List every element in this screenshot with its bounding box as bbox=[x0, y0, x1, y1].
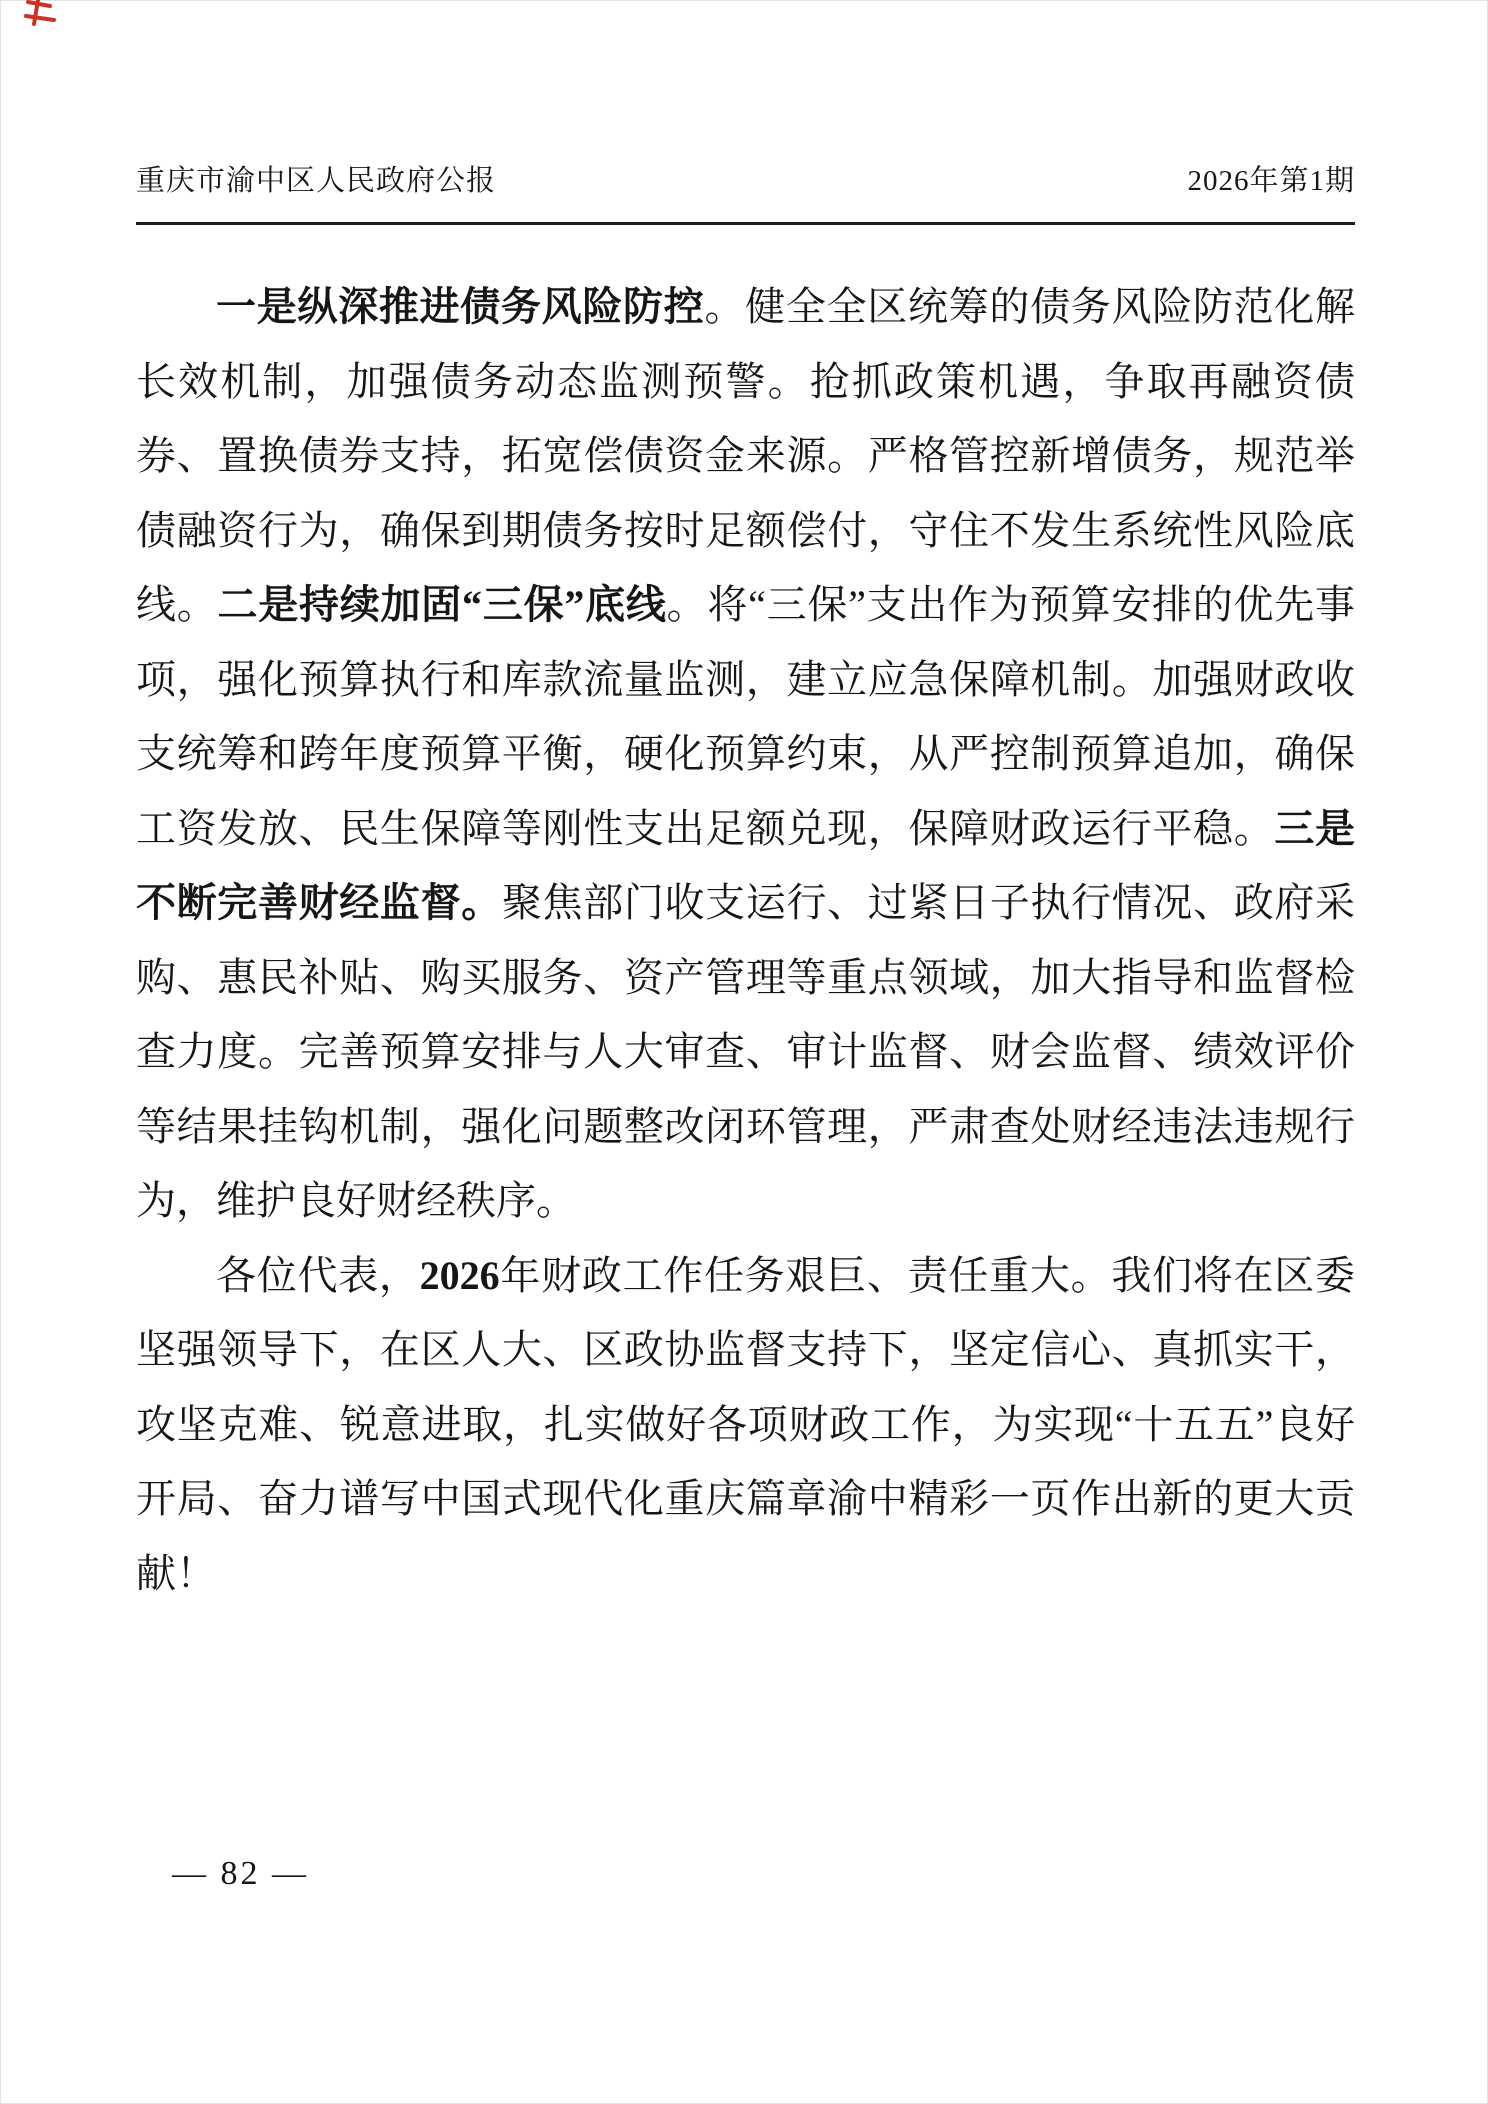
runin-heading-3: 三是不断完善财经监督。 bbox=[136, 805, 1355, 925]
header-issue-label: 2026年第1期 bbox=[1187, 165, 1355, 197]
header-publication-title: 重庆市渝中区人民政府公报 bbox=[136, 165, 497, 197]
page-number: — 82 — bbox=[172, 1855, 309, 1892]
scan-artifact-mark bbox=[24, 0, 58, 30]
year-figure: 2026 bbox=[419, 1252, 500, 1298]
runin-heading-2: 二是持续加固“三保”底线 bbox=[217, 582, 667, 627]
body-segment: 年财政工作任务艰巨、责任重大。我们将在区委坚强领导下，在区人大、区政协监督支持下，坚定信心、真抓实干，攻坚克难、锐意进取，扎实做好各项财政工作，为实现“十五五”良好开局、奋力谱写中国式现代化重庆篇章渝中精彩一页作出新的更大贡献！ bbox=[136, 1252, 1356, 1596]
runin-heading-1: 一是纵深推进债务风险防控 bbox=[216, 284, 705, 329]
header-rule bbox=[136, 222, 1355, 225]
document-body bbox=[136, 270, 1355, 1611]
body-segment: 各位代表， bbox=[216, 1252, 420, 1298]
body-segment: 。健全全区统筹的债务风险防范化解长效机制，加强债务动态监测预警。抢抓政策机遇，争取再融资债券、置换债券支持，拓宽偿债资金来源。严格管控新增债务，规范举债融资行为，确保到期债务按时足额偿付，守住不发生系统性风险底线。 bbox=[136, 284, 1356, 627]
page-header bbox=[136, 158, 1355, 199]
body-segment: 。将“三保”支出作为预算安排的优先事项，强化预算执行和库款流量监测，建立应急保障机制。加强财政收支统筹和跨年度预算平衡，硬化预算约束，从严控制预算追加，确保工资发放、民生保障等刚性支出足额兑现，保障财政运行平稳。 bbox=[136, 582, 1355, 851]
body-segment: 聚焦部门收支运行、过紧日子执行情况、政府采购、惠民补贴、购买服务、资产管理等重点领域，加大指导和监督检查力度。完善预算安排与人大审查、审计监督、财会监督、绩效评价等结果挂钩机制，强化问题整改闭环管理，严肃查处财经违法违规行为，维护良好财经秩序。 bbox=[136, 880, 1356, 1223]
paragraph-closing bbox=[136, 1239, 1355, 1612]
paragraph-fiscal-risk bbox=[136, 270, 1355, 1239]
